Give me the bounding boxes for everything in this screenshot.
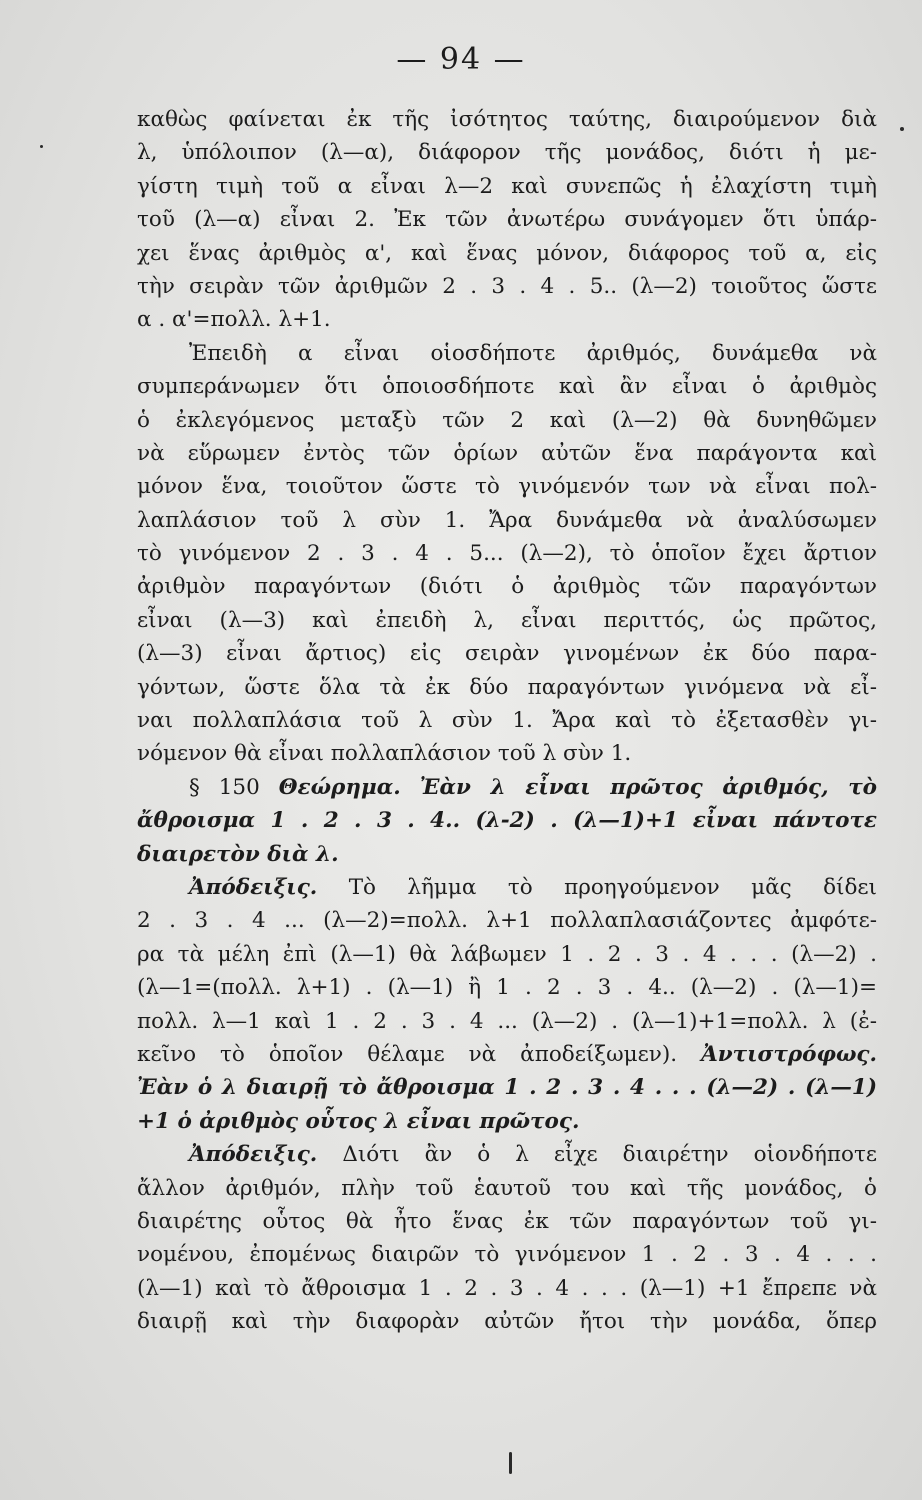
text-line: γόντων, ὥστε ὅλα τὰ ἐκ δύο παραγόντων γινόμενα νὰ εἶ- xyxy=(137,674,877,700)
ink-speck xyxy=(40,145,43,148)
converse-statement: Ἐὰν ὁ λ διαιρῇ τὸ ἄθροισμα 1 . 2 . 3 . 4 . . . (λ—2) . (λ—1) xyxy=(137,1075,877,1101)
text-line: (λ—1=(πολλ. λ+1) . (λ—1) ἢ 1 . 2 . 3 . 4.. (λ—2) . (λ—1)= xyxy=(137,975,877,1001)
text-line: κεῖνο τὸ ὁποῖον θέλαμε νὰ ἀποδείξωμεν). Ἀντιστρόφως. xyxy=(137,1041,877,1067)
text-line: ἄλλον ἀριθμόν, πλὴν τοῦ ἑαυτοῦ του καὶ τῆς μονάδος, ὁ xyxy=(137,1175,877,1201)
theorem-line: ἄθροισμα 1 . 2 . 3 . 4.. (λ-2) . (λ—1)+1 εἶναι πάντοτε xyxy=(137,808,877,834)
proof-label: Ἀπόδειξις. xyxy=(189,874,318,900)
text-line: ναι πολλαπλάσια τοῦ λ σὺν 1. Ἄρα καὶ τὸ ἐξετασθὲν γι- xyxy=(137,708,877,734)
text-line: γίστη τιμὴ τοῦ α εἶναι λ—2 καὶ συνεπῶς ἡ ἐλαχίστη τιμὴ xyxy=(137,173,877,199)
text-line: ὁ ἐκλεγόμενος μεταξὺ τῶν 2 καὶ (λ—2) θὰ δυνηθῶμεν xyxy=(137,407,877,433)
text-line: τὸ γινόμενον 2 . 3 . 4 . 5... (λ—2), τὸ ὁποῖον ἔχει ἄρτιον xyxy=(137,541,877,567)
text-line: χει ἕνας ἀριθμὸς α', καὶ ἕνας μόνον, διάφορος τοῦ α, εἰς xyxy=(137,240,877,266)
text-line: ρα τὰ μέλη ἐπὶ (λ—1) θὰ λάβωμεν 1 . 2 . 3 . 4 . . . (λ—2) . xyxy=(137,941,877,967)
text-line: (λ—1) καὶ τὸ ἄθροισμα 1 . 2 . 3 . 4 . . . (λ—1) +1 ἔπρεπε νὰ xyxy=(137,1275,877,1301)
text-line: διαιρέτης οὗτος θὰ ἦτο ἕνας ἐκ τῶν παραγόντων τοῦ γι- xyxy=(137,1208,877,1234)
ink-speck xyxy=(900,127,904,131)
theorem-heading xyxy=(137,771,877,804)
proof-heading: Ἀπόδειξις. Διότι ἂν ὁ λ εἶχε διαιρέτην οἱονδήποτε xyxy=(189,1142,877,1168)
text-line: λ, ὑπόλοιπον (λ—α), διάφορον τῆς μονάδος, διότι ἡ με- xyxy=(137,140,877,166)
text-line: μόνον ἕνα, τοιοῦτον ὥστε τὸ γινόμενόν των νὰ εἶναι πολ- xyxy=(137,474,877,500)
text-line: (λ—3) εἶναι ἄρτιος) εἰς σειρὰν γινομένων ἐκ δύο παρα- xyxy=(137,641,877,667)
page-number: — 94 — xyxy=(396,42,526,77)
text-line: α . α'=πολλ. λ+1. xyxy=(137,307,331,333)
text-line: νὰ εὕρωμεν ἐντὸς τῶν ὁρίων αὐτῶν ἕνα παράγοντα καὶ xyxy=(137,440,877,466)
converse-statement: +1 ὁ ἀριθμὸς οὗτος λ εἶναι πρῶτος. xyxy=(137,1108,580,1134)
text-line: διαιρῇ καὶ τὴν διαφορὰν αὐτῶν ἤτοι τὴν μονάδα, ὅπερ xyxy=(137,1309,877,1335)
theorem-line: διαιρετὸν διὰ λ. xyxy=(137,841,339,867)
text-line: ἀριθμὸν παραγόντων (διότι ὁ ἀριθμὸς τῶν παραγόντων xyxy=(137,574,877,600)
theorem-label: Θεώρημα. xyxy=(278,774,401,800)
text-line: Ἐπειδὴ α εἶναι οἱοσδήποτε ἀριθμός, δυνάμεθα νὰ xyxy=(189,340,877,366)
text-line: τοῦ (λ—α) εἶναι 2. Ἐκ τῶν ἀνωτέρω συνάγομεν ὅτι ὑπάρ- xyxy=(137,207,877,233)
converse-label: Ἀντιστρόφως. xyxy=(701,1041,877,1067)
text-line: τὴν σειρὰν τῶν ἀριθμῶν 2 . 3 . 4 . 5.. (λ—2) τοιοῦτος ὥστε xyxy=(137,273,877,299)
text-line: νόμενον θὰ εἶναι πολλαπλάσιον τοῦ λ σὺν 1. xyxy=(137,741,632,767)
ink-speck xyxy=(509,1452,512,1474)
proof-label: Ἀπόδειξις. xyxy=(189,1142,318,1168)
text-line: εἶναι (λ—3) καὶ ἐπειδὴ λ, εἶναι περιττός, ὡς πρῶτος, xyxy=(137,607,877,633)
text-line: 2 . 3 . 4 ... (λ—2)=πολλ. λ+1 πολλαπλασιάζοντες ἀμφότε- xyxy=(137,908,877,934)
text-line: καθὼς φαίνεται ἐκ τῆς ἰσότητος ταύτης, διαιρούμενον διὰ xyxy=(137,107,877,132)
body-text xyxy=(137,103,877,1338)
text-line: νομένου, ἐπομένως διαιρῶν τὸ γινόμενον 1 . 2 . 3 . 4 . . . xyxy=(137,1242,877,1268)
text-line: λαπλάσιον τοῦ λ σὺν 1. Ἄρα δυνάμεθα νὰ ἀναλύσωμεν xyxy=(137,507,877,533)
proof-heading: Ἀπόδειξις. Τὸ λῆμμα τὸ προηγούμενον μᾶς δίδει xyxy=(189,874,877,900)
text-line: συμπεράνωμεν ὅτι ὁποιοσδήποτε καὶ ἂν εἶναι ὁ ἀριθμὸς xyxy=(137,374,877,400)
text-line: πολλ. λ—1 καὶ 1 . 2 . 3 . 4 ... (λ—2) . (λ—1)+1=πολλ. λ (ἐ- xyxy=(137,1008,877,1034)
theorem-statement: Ἐὰν λ εἶναι πρῶτος ἀριθμός, τὸ xyxy=(419,774,878,800)
section-number: § 150 xyxy=(189,774,260,800)
